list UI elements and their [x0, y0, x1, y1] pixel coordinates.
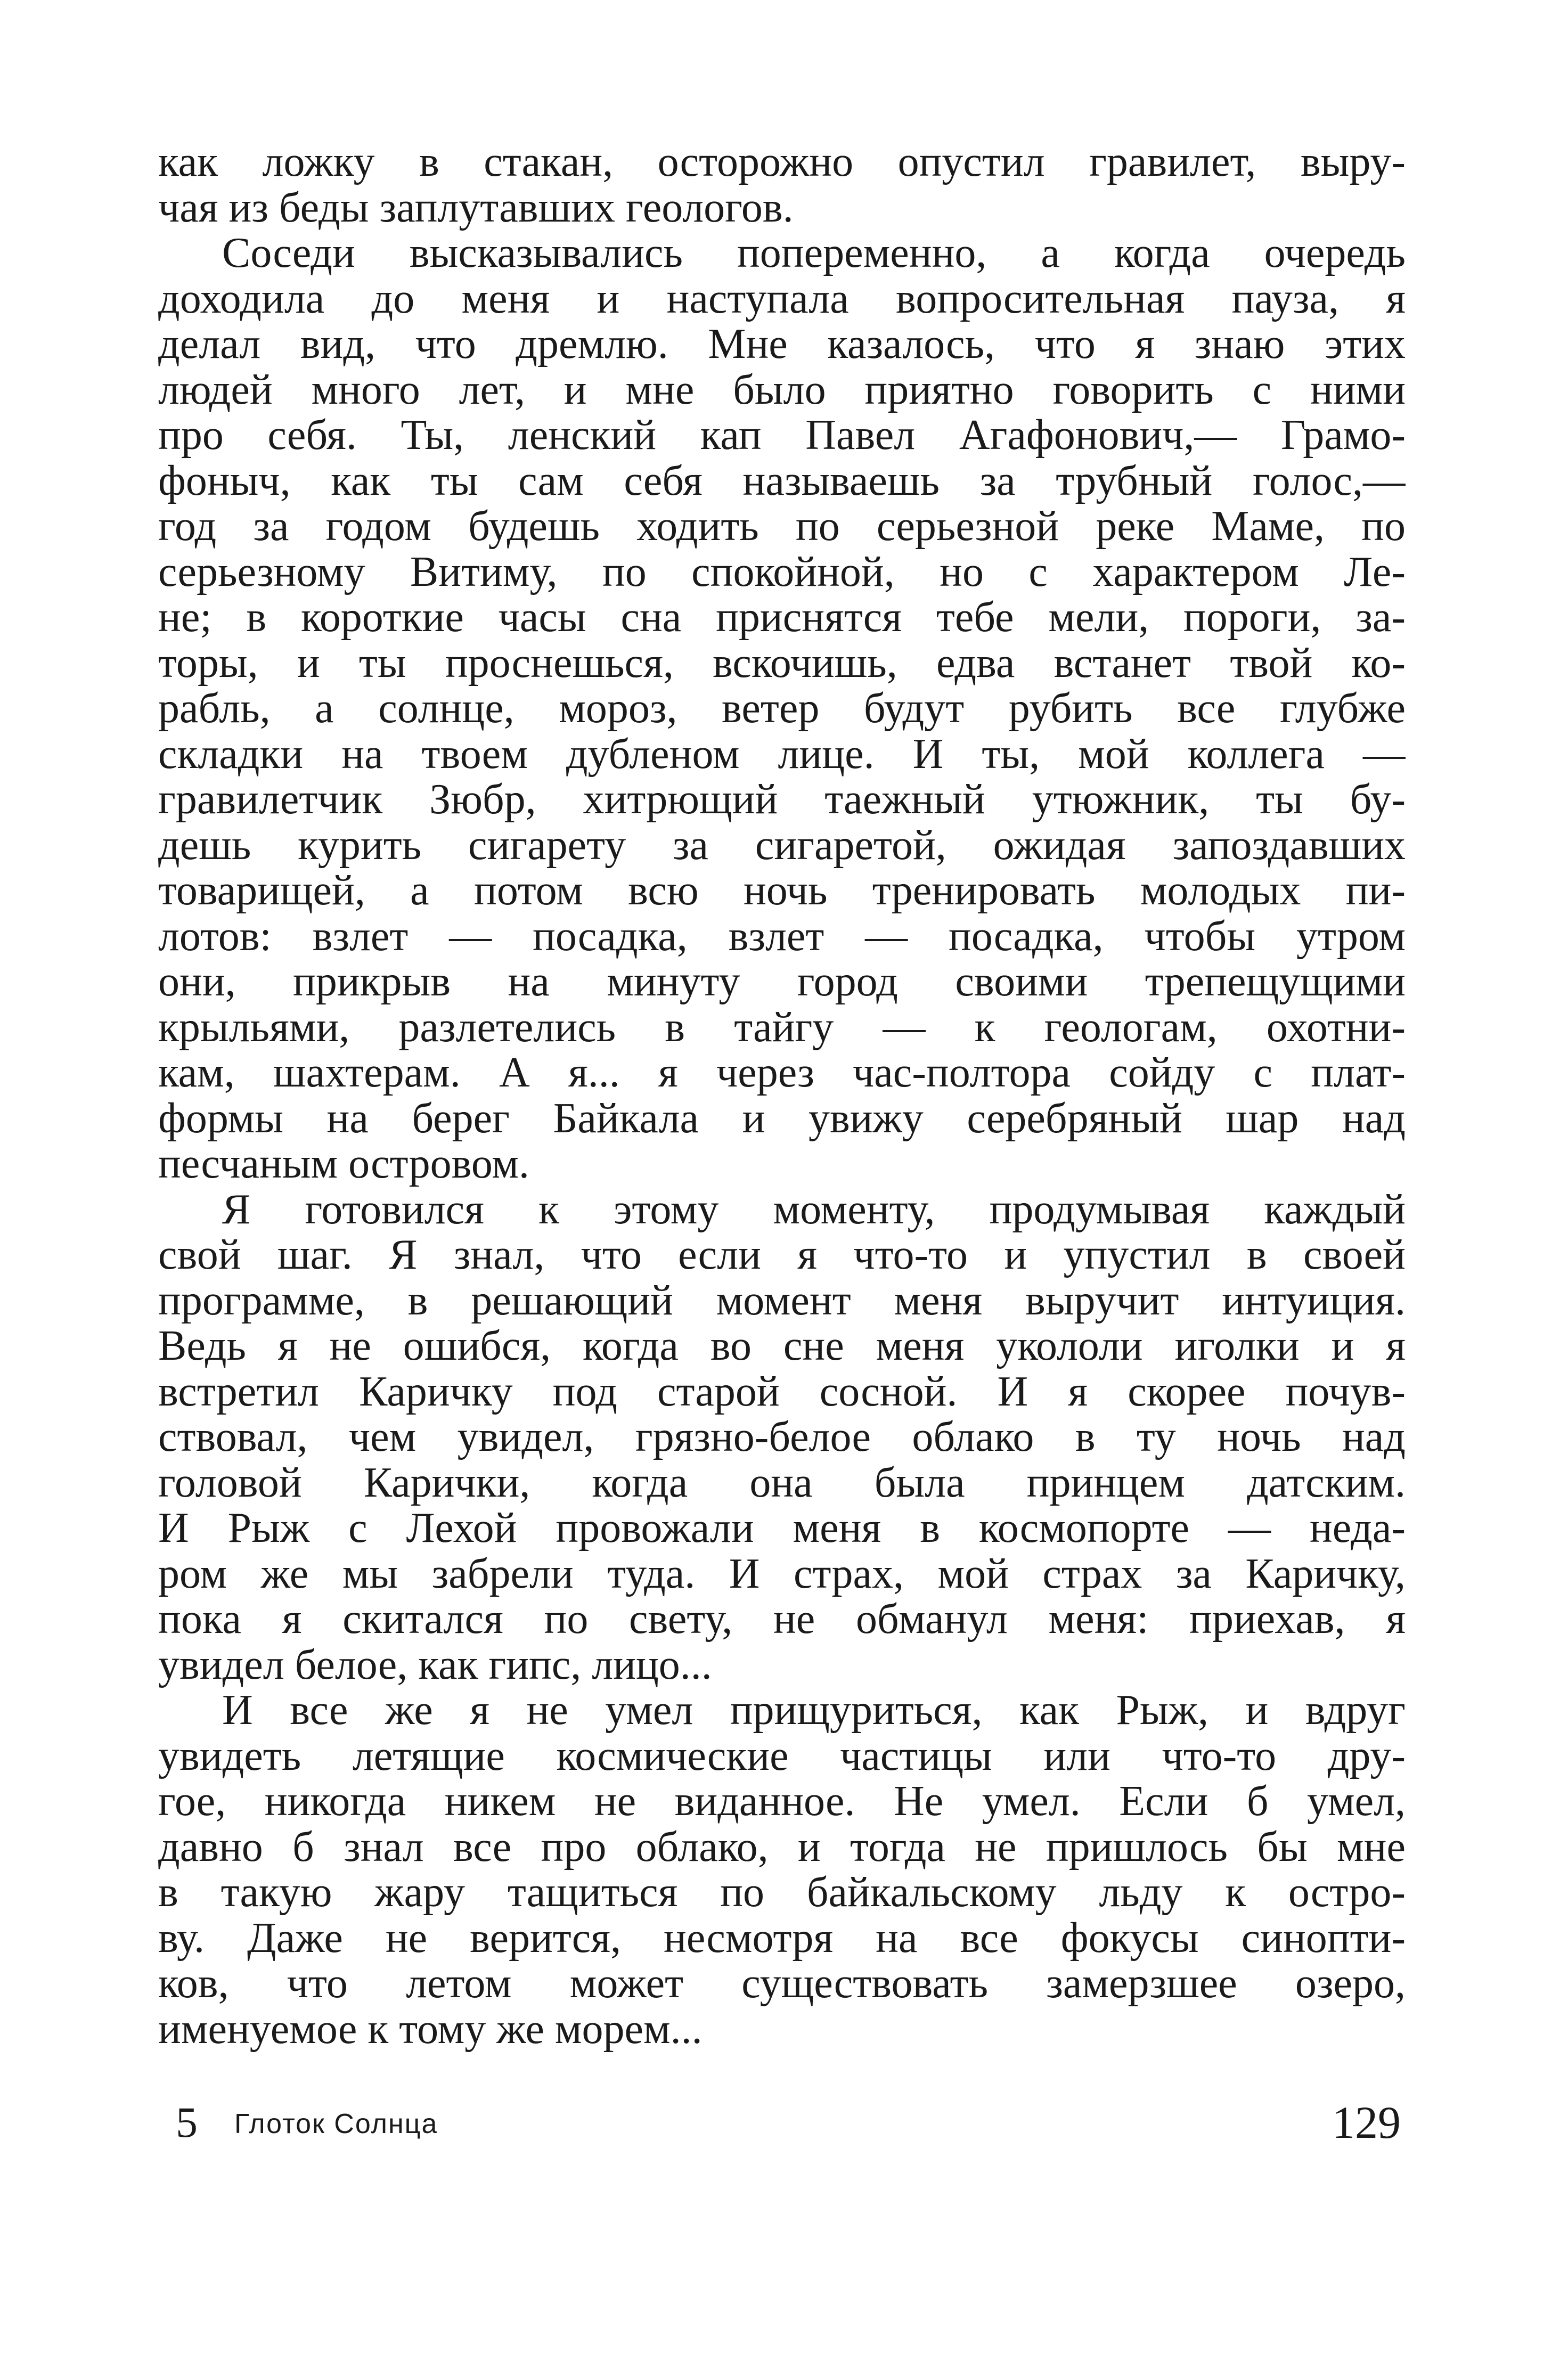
text-line: ром же мы забрели туда. И страх, мой страх за Каричку, [158, 1551, 1406, 1597]
text-line: чая из беды заплутавших геологов. [158, 185, 794, 231]
text-line: рабль, а солнце, мороз, ветер будут рубить все глубже [158, 686, 1406, 732]
text-line: именуемое к тому же морем... [158, 2006, 703, 2052]
text-line: И все же я не умел прищуриться, как Рыж, и вдруг [222, 1688, 1406, 1734]
text-line: Я готовился к этому моменту, продумывая каждый [222, 1187, 1406, 1232]
text-line: гравилетчик Зюбр, хитрющий таежный утюжник, ты бу- [158, 777, 1406, 823]
page-footer [176, 2096, 1401, 2154]
text-line: торы, и ты проснешься, вскочишь, едва встанет твой ко- [158, 640, 1406, 686]
text-line: делал вид, что дремлю. Мне казалось, что я знаю этих [158, 322, 1406, 367]
text-line: в такую жару тащиться по байкальскому льду к остро- [158, 1870, 1406, 1916]
text-line: свой шаг. Я знал, что если я что-то и упустил в своей [158, 1232, 1406, 1278]
text-line: песчаным островом. [158, 1141, 529, 1187]
text-line: как ложку в стакан, осторожно опустил гравилет, выру- [158, 140, 1406, 185]
text-line: складки на твоем дубленом лице. И ты, мой коллега — [158, 731, 1406, 777]
text-line: Ведь я не ошибся, когда во сне меня укололи иголки и я [158, 1324, 1406, 1369]
text-line: людей много лет, и мне было приятно говорить с ними [158, 367, 1406, 413]
text-line: серьезному Витиму, по спокойной, но с характером Ле- [158, 549, 1406, 595]
text-line: И Рыж с Лехой провожали меня в космопорте — неда- [158, 1506, 1406, 1551]
text-line: не; в короткие часы сна приснятся тебе мели, пороги, за- [158, 595, 1406, 641]
text-line: головой Карички, когда она была принцем датским. [158, 1460, 1406, 1506]
text-line: про себя. Ты, ленский кап Павел Агафонович,— Грамо- [158, 413, 1406, 459]
text-line: пока я скитался по свету, не обманул меня: приехав, я [158, 1597, 1406, 1643]
text-line: ствовал, чем увидел, грязно-белое облако в ту ночь над [158, 1415, 1406, 1460]
page-number: 129 [1332, 2097, 1401, 2148]
signature-number: 5 [176, 2098, 198, 2146]
text-line: гое, никогда никем не виданное. Не умел. Если б умел, [158, 1779, 1406, 1825]
text-line: кам, шахтерам. А я... я через час-полтора сойду с плат- [158, 1050, 1406, 1096]
text-line: увидеть летящие космические частицы или что-то дру- [158, 1733, 1406, 1779]
text-line: дешь курить сигарету за сигаретой, ожидая запоздавших [158, 822, 1406, 868]
text-line: лотов: взлет — посадка, взлет — посадка, чтобы утром [158, 913, 1406, 959]
signature-title: Глоток Солнца [234, 2109, 438, 2139]
text-line: год за годом будешь ходить по серьезной реке Маме, по [158, 504, 1406, 550]
text-line: фоныч, как ты сам себя называешь за трубный голос,— [158, 458, 1406, 504]
text-line: товарищей, а потом всю ночь тренировать молодых пи- [158, 868, 1406, 914]
text-line: Соседи высказывались попеременно, а когда очередь [222, 231, 1406, 276]
text-line: увидел белое, как гипс, лицо... [158, 1642, 712, 1688]
text-line: встретил Каричку под старой сосной. И я скорее почув- [158, 1369, 1406, 1415]
text-line: ву. Даже не верится, несмотря на все фокусы синопти- [158, 1915, 1406, 1961]
text-line: формы на берег Байкала и увижу серебряный шар над [158, 1096, 1406, 1141]
text-line: они, прикрыв на минуту город своими трепещущими [158, 959, 1406, 1005]
text-line: программе, в решающий момент меня выручит интуиция. [158, 1278, 1406, 1324]
text-line: давно б знал все про облако, и тогда не пришлось бы мне [158, 1824, 1406, 1870]
text-line: крыльями, разлетелись в тайгу — к геологам, охотни- [158, 1004, 1406, 1050]
text-line: ков, что летом может существовать замерзшее озеро, [158, 1961, 1406, 2007]
text-line: доходила до меня и наступала вопросительная пауза, я [158, 276, 1406, 322]
body-text [158, 140, 1406, 2052]
